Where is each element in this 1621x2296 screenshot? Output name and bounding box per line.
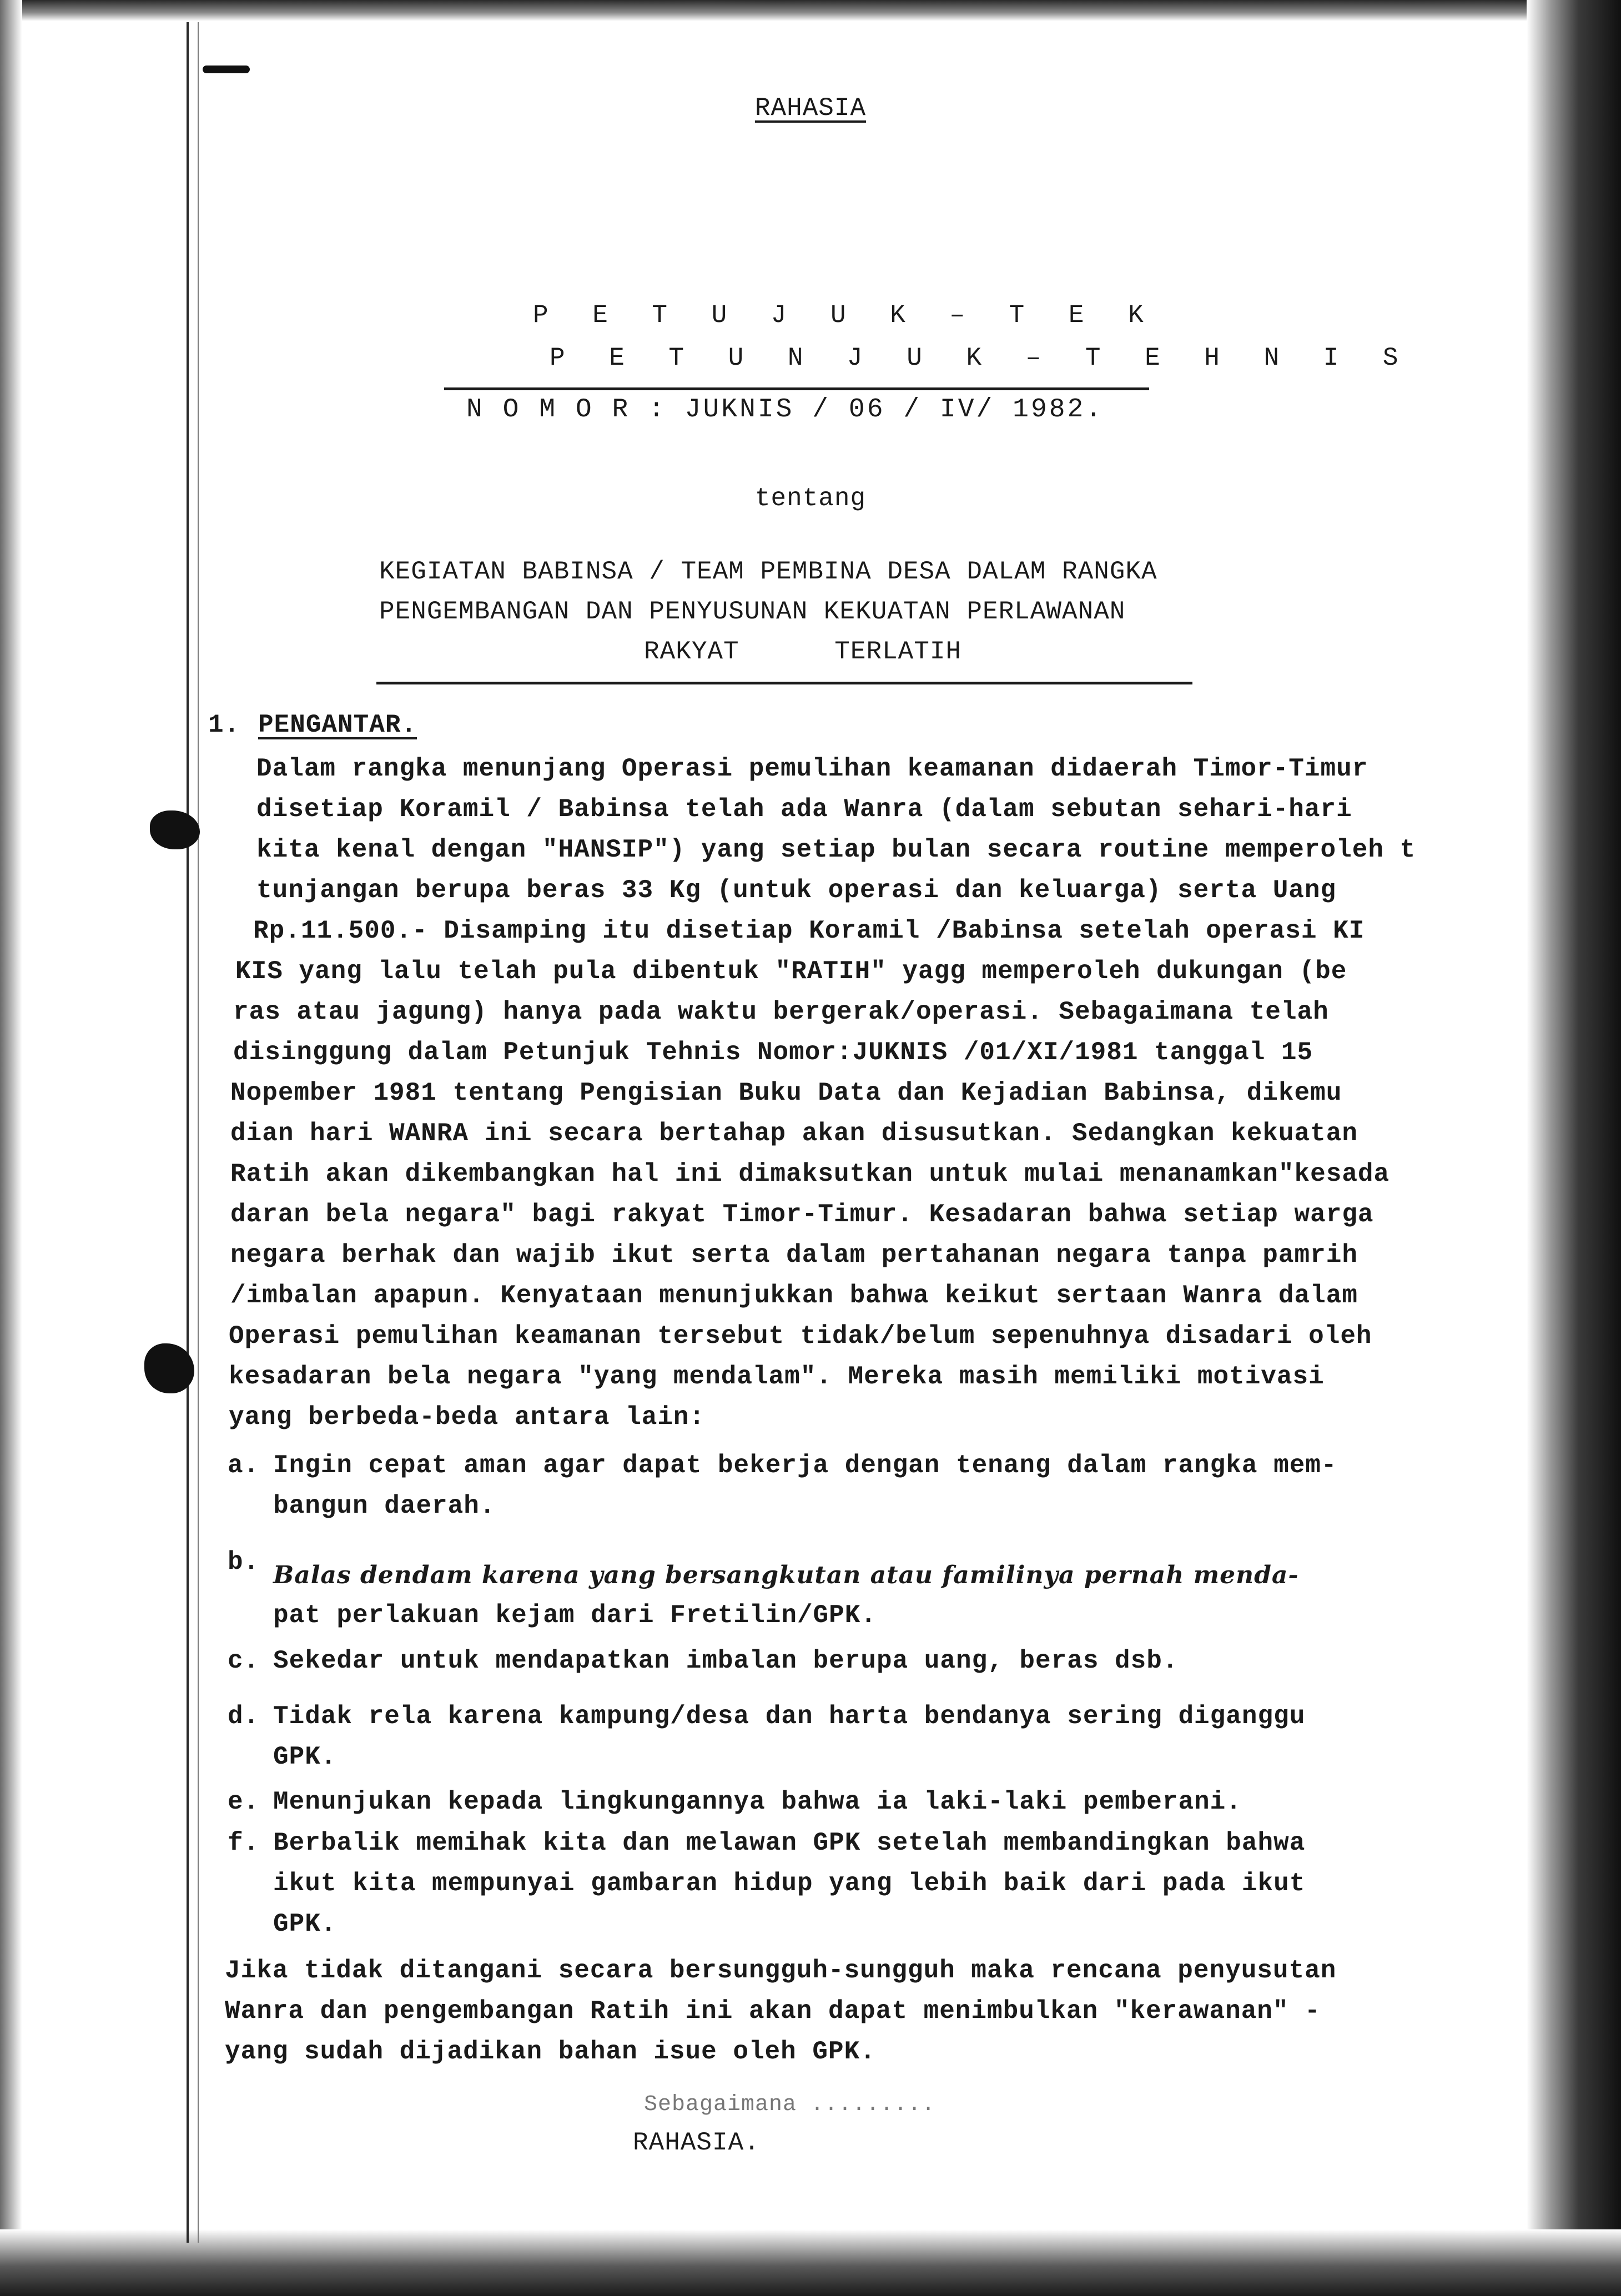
list-item-line: pat perlakuan kejam dari Fretilin/GPK. [273, 1601, 877, 1630]
subject-rule [376, 682, 1192, 684]
list-item-line: ikut kita mempunyai gambaran hidup yang lebih baik dari pada ikut [273, 1869, 1306, 1898]
body-line: dian hari WANRA ini secara bertahap akan disusutkan. Sedangkan kekuatan [230, 1119, 1358, 1148]
list-marker: f. [228, 1829, 260, 1857]
body-line: ras atau jagung) hanya pada waktu bergerak/operasi. Sebagaimana telah [233, 998, 1329, 1026]
closing-line: Wanra dan pengembangan Ratih ini akan dapat menimbulkan "kerawanan" - [225, 1997, 1321, 2026]
title-rule [444, 387, 1149, 390]
list-marker: c. [228, 1647, 260, 1675]
section-number: 1. [208, 711, 240, 739]
body-line: kita kenal dengan "HANSIP") yang setiap bulan secara routine memperoleh t [256, 835, 1416, 864]
list-item-line: bangun daerah. [273, 1492, 496, 1520]
body-line: yang berbeda-beda antara lain: [229, 1403, 706, 1432]
classification-bottom: RAHASIA. [633, 2128, 760, 2157]
body-line: Rp.11.500.- Disamping itu disetiap Koramil /Babinsa setelah operasi KI [253, 917, 1365, 945]
document-number: N O M O R : JUKNIS / 06 / IV/ 1982. [466, 395, 1104, 425]
body-line: Dalam rangka menunjang Operasi pemulihan keamanan didaerah Timor-Timur [256, 754, 1368, 783]
closing-line: yang sudah dijadikan bahan isue oleh GPK. [225, 2037, 876, 2066]
body-line: KIS yang lalu telah pula dibentuk "RATIH" yagg memperoleh dukungan (be [235, 957, 1347, 986]
subject-line-1: KEGIATAN BABINSA / TEAM PEMBINA DESA DALAM RANGKA [379, 557, 1157, 586]
list-item-line: Menunjukan kepada lingkungannya bahwa ia laki-laki pemberani. [273, 1788, 1242, 1816]
section-heading: PENGANTAR. [258, 711, 417, 739]
list-item-line: Sekedar untuk mendapatkan imbalan berupa uang, beras dsb. [273, 1647, 1179, 1675]
body-line: disetiap Koramil / Babinsa telah ada Wanra (dalam sebutan sehari-hari [256, 795, 1352, 824]
list-item-line-handwritten: Balas dendam karena yang bersangkutan atau familinya pernah menda- [273, 1561, 1299, 1589]
list-item-line: Ingin cepat aman agar dapat bekerja dengan tenang dalam rangka mem- [273, 1451, 1337, 1480]
title-line-1: P E T U J U K – T E K [533, 301, 1158, 330]
list-marker: a. [228, 1451, 260, 1480]
list-item-line: GPK. [273, 1910, 337, 1938]
body-line: Ratih akan dikembangkan hal ini dimaksutkan untuk mulai menanamkan"kesada [230, 1160, 1390, 1189]
title-line-2: P E T U N J U K – T E H N I S [550, 344, 1413, 372]
subject-line-3: RAKYAT TERLATIH [644, 637, 962, 666]
classification-top: RAHASIA [754, 94, 867, 123]
body-line: Nopember 1981 tentang Pengisian Buku Data dan Kejadian Babinsa, dikemu [230, 1079, 1342, 1107]
body-line: Operasi pemulihan keamanan tersebut tidak/belum sepenuhnya disadari oleh [229, 1322, 1372, 1351]
faint-continuation-text: Sebagaimana ......... [644, 2092, 936, 2117]
body-line: kesadaran bela negara "yang mendalam". Mereka masih memiliki motivasi [229, 1362, 1325, 1391]
list-marker: d. [228, 1702, 260, 1731]
body-line: /imbalan apapun. Kenyataan menunjukkan bahwa keikut sertaan Wanra dalam [230, 1281, 1358, 1310]
subject-line-2: PENGEMBANGAN DAN PENYUSUNAN KEKUATAN PERLAWANAN [379, 597, 1126, 626]
list-marker: e. [228, 1788, 260, 1816]
about-label: tentang [754, 484, 867, 513]
list-item-line: Tidak rela karena kampung/desa dan harta bendanya sering diganggu [273, 1702, 1306, 1731]
body-line: daran bela negara" bagi rakyat Timor-Timur. Kesadaran bahwa setiap warga [230, 1200, 1374, 1229]
list-item-line: Berbalik memihak kita dan melawan GPK setelah membandingkan bahwa [273, 1829, 1306, 1857]
closing-line: Jika tidak ditangani secara bersungguh-sungguh maka rencana penyusutan [225, 1956, 1337, 1985]
list-marker: b. [228, 1548, 260, 1577]
body-line: tunjangan berupa beras 33 Kg (untuk operasi dan keluarga) serta Uang [256, 876, 1337, 905]
list-item-line: GPK. [273, 1743, 337, 1771]
body-line: negara berhak dan wajib ikut serta dalam pertahanan negara tanpa pamrih [230, 1241, 1358, 1270]
body-line: disinggung dalam Petunjuk Tehnis Nomor:JUKNIS /01/XI/1981 tanggal 15 [233, 1038, 1313, 1067]
